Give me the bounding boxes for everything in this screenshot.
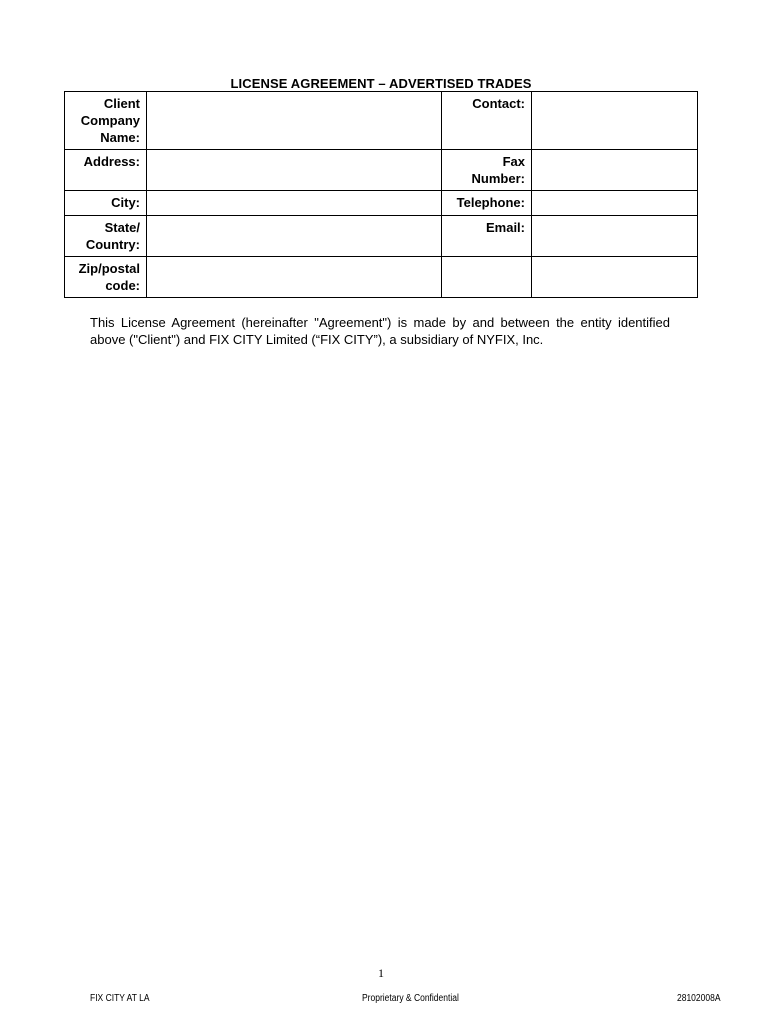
state-country-field[interactable]	[147, 216, 442, 257]
city-field[interactable]	[147, 191, 442, 216]
state-country-label: State/ Country:	[85, 220, 140, 252]
agreement-intro-paragraph: This License Agreement (hereinafter "Agreement") is made by and between the entity identified above ("Client") and FIX CITY Limited (“FIX CITY”), a subsidiary of NYFIX, Inc.	[90, 315, 670, 347]
telephone-field[interactable]	[532, 191, 698, 216]
telephone-label: Telephone:	[442, 191, 532, 216]
email-field[interactable]	[532, 216, 698, 257]
address-field[interactable]	[147, 150, 442, 191]
page-number: 1	[378, 966, 384, 980]
footer-left: FIX CITY AT LA	[90, 993, 150, 1004]
empty-field[interactable]	[532, 257, 698, 298]
empty-label	[442, 257, 532, 298]
client-info-table	[64, 91, 698, 298]
fax-number-field[interactable]	[532, 150, 698, 191]
footer-center: Proprietary & Confidential	[362, 993, 459, 1004]
table-row	[65, 191, 698, 216]
address-label: Address:	[65, 150, 147, 191]
email-label: Email:	[442, 216, 532, 257]
zip-postal-code-label: Zip/postal code:	[78, 261, 140, 293]
contact-label: Contact:	[442, 92, 532, 150]
client-company-name-label: Client Company Name:	[80, 96, 140, 145]
city-label: City:	[65, 191, 147, 216]
zip-postal-code-field[interactable]	[147, 257, 442, 298]
document-title: LICENSE AGREEMENT – ADVERTISED TRADES	[230, 76, 532, 91]
table-row	[65, 216, 698, 257]
fax-number-label: Fax Number:	[471, 154, 525, 186]
table-row	[65, 92, 698, 150]
footer-right: 28102008A	[677, 993, 721, 1004]
table-row	[65, 257, 698, 298]
client-company-name-field[interactable]	[147, 92, 442, 150]
table-row	[65, 150, 698, 191]
contact-field[interactable]	[532, 92, 698, 150]
